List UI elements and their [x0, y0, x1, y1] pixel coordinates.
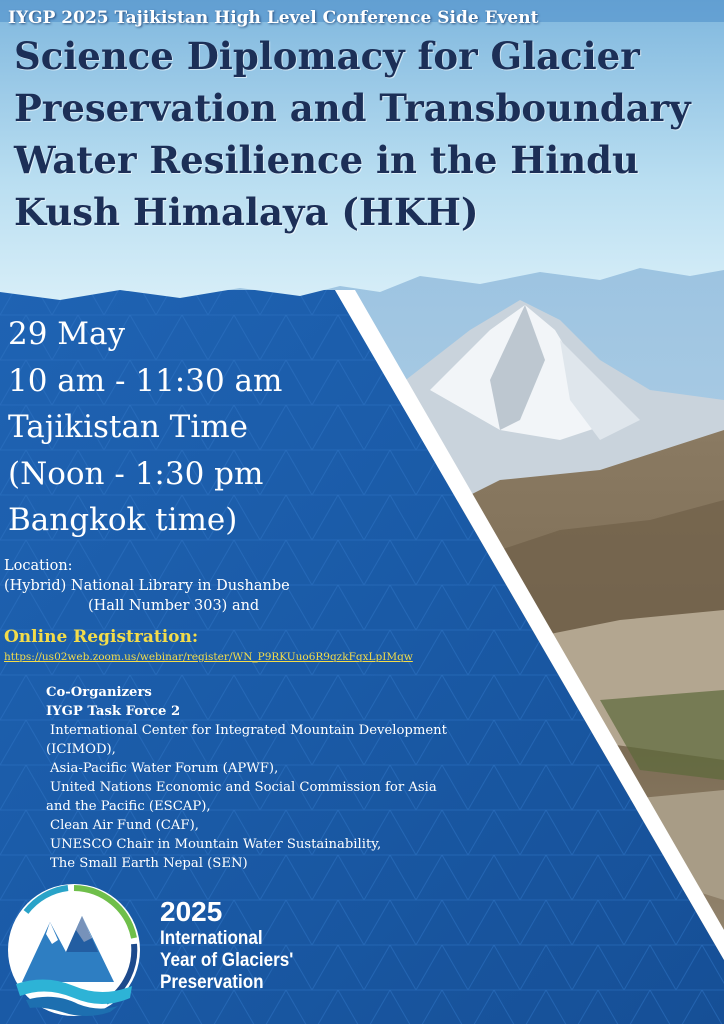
wordmark-line-1: International — [160, 928, 263, 949]
event-datetime — [8, 311, 282, 544]
iygp-wordmark — [160, 896, 308, 994]
event-alt-time: (Noon - 1:30 pm — [8, 455, 264, 492]
location-label: Location: — [4, 558, 73, 574]
list-item: and the Pacific (ESCAP), — [46, 799, 211, 814]
event-title: Science Diplomacy for Glacier Preservation and Transboundary Water Resilience in the Hindu Kush Himalaya (HKH) — [14, 34, 691, 234]
location-line-2: (Hall Number 303) and — [88, 598, 260, 614]
wordmark-line-2: Year of Glaciers' — [160, 950, 294, 971]
event-timezone: Tajikistan Time — [8, 409, 248, 445]
event-date: 29 May — [8, 316, 126, 352]
co-organizers-block — [46, 683, 516, 873]
event-alt-timezone: Bangkok time) — [8, 502, 238, 538]
co-organizers-list — [46, 721, 516, 873]
co-organizers-heading: Co-Organizers — [46, 685, 152, 700]
list-item: International Center for Integrated Mountain Development — [50, 723, 447, 738]
list-item: UNESCO Chair in Mountain Water Sustainability, — [50, 837, 382, 852]
event-time: 10 am - 11:30 am — [8, 362, 283, 399]
glacier-logo-icon — [6, 882, 142, 1018]
list-item: (ICIMOD), — [46, 742, 116, 757]
registration-link[interactable]: https://us02web.zoom.us/webinar/register/WN_P9RKUuo6R9qzkFqxLpIMqw — [4, 651, 413, 663]
location-block — [4, 556, 290, 616]
wordmark-line-3: Preservation — [160, 972, 264, 993]
list-item: The Small Earth Nepal (SEN) — [50, 856, 248, 871]
list-item: Clean Air Fund (CAF), — [50, 818, 199, 833]
co-organizers-group: IYGP Task Force 2 — [46, 704, 181, 719]
wordmark-year: 2025 — [160, 896, 223, 927]
registration-label: Online Registration: — [4, 627, 199, 647]
event-kicker: IYGP 2025 Tajikistan High Level Conference Side Event — [8, 8, 539, 28]
location-line-1: (Hybrid) National Library in Dushanbe — [4, 578, 290, 594]
list-item: United Nations Economic and Social Commission for Asia — [50, 780, 437, 795]
list-item: Asia-Pacific Water Forum (APWF), — [50, 761, 279, 776]
